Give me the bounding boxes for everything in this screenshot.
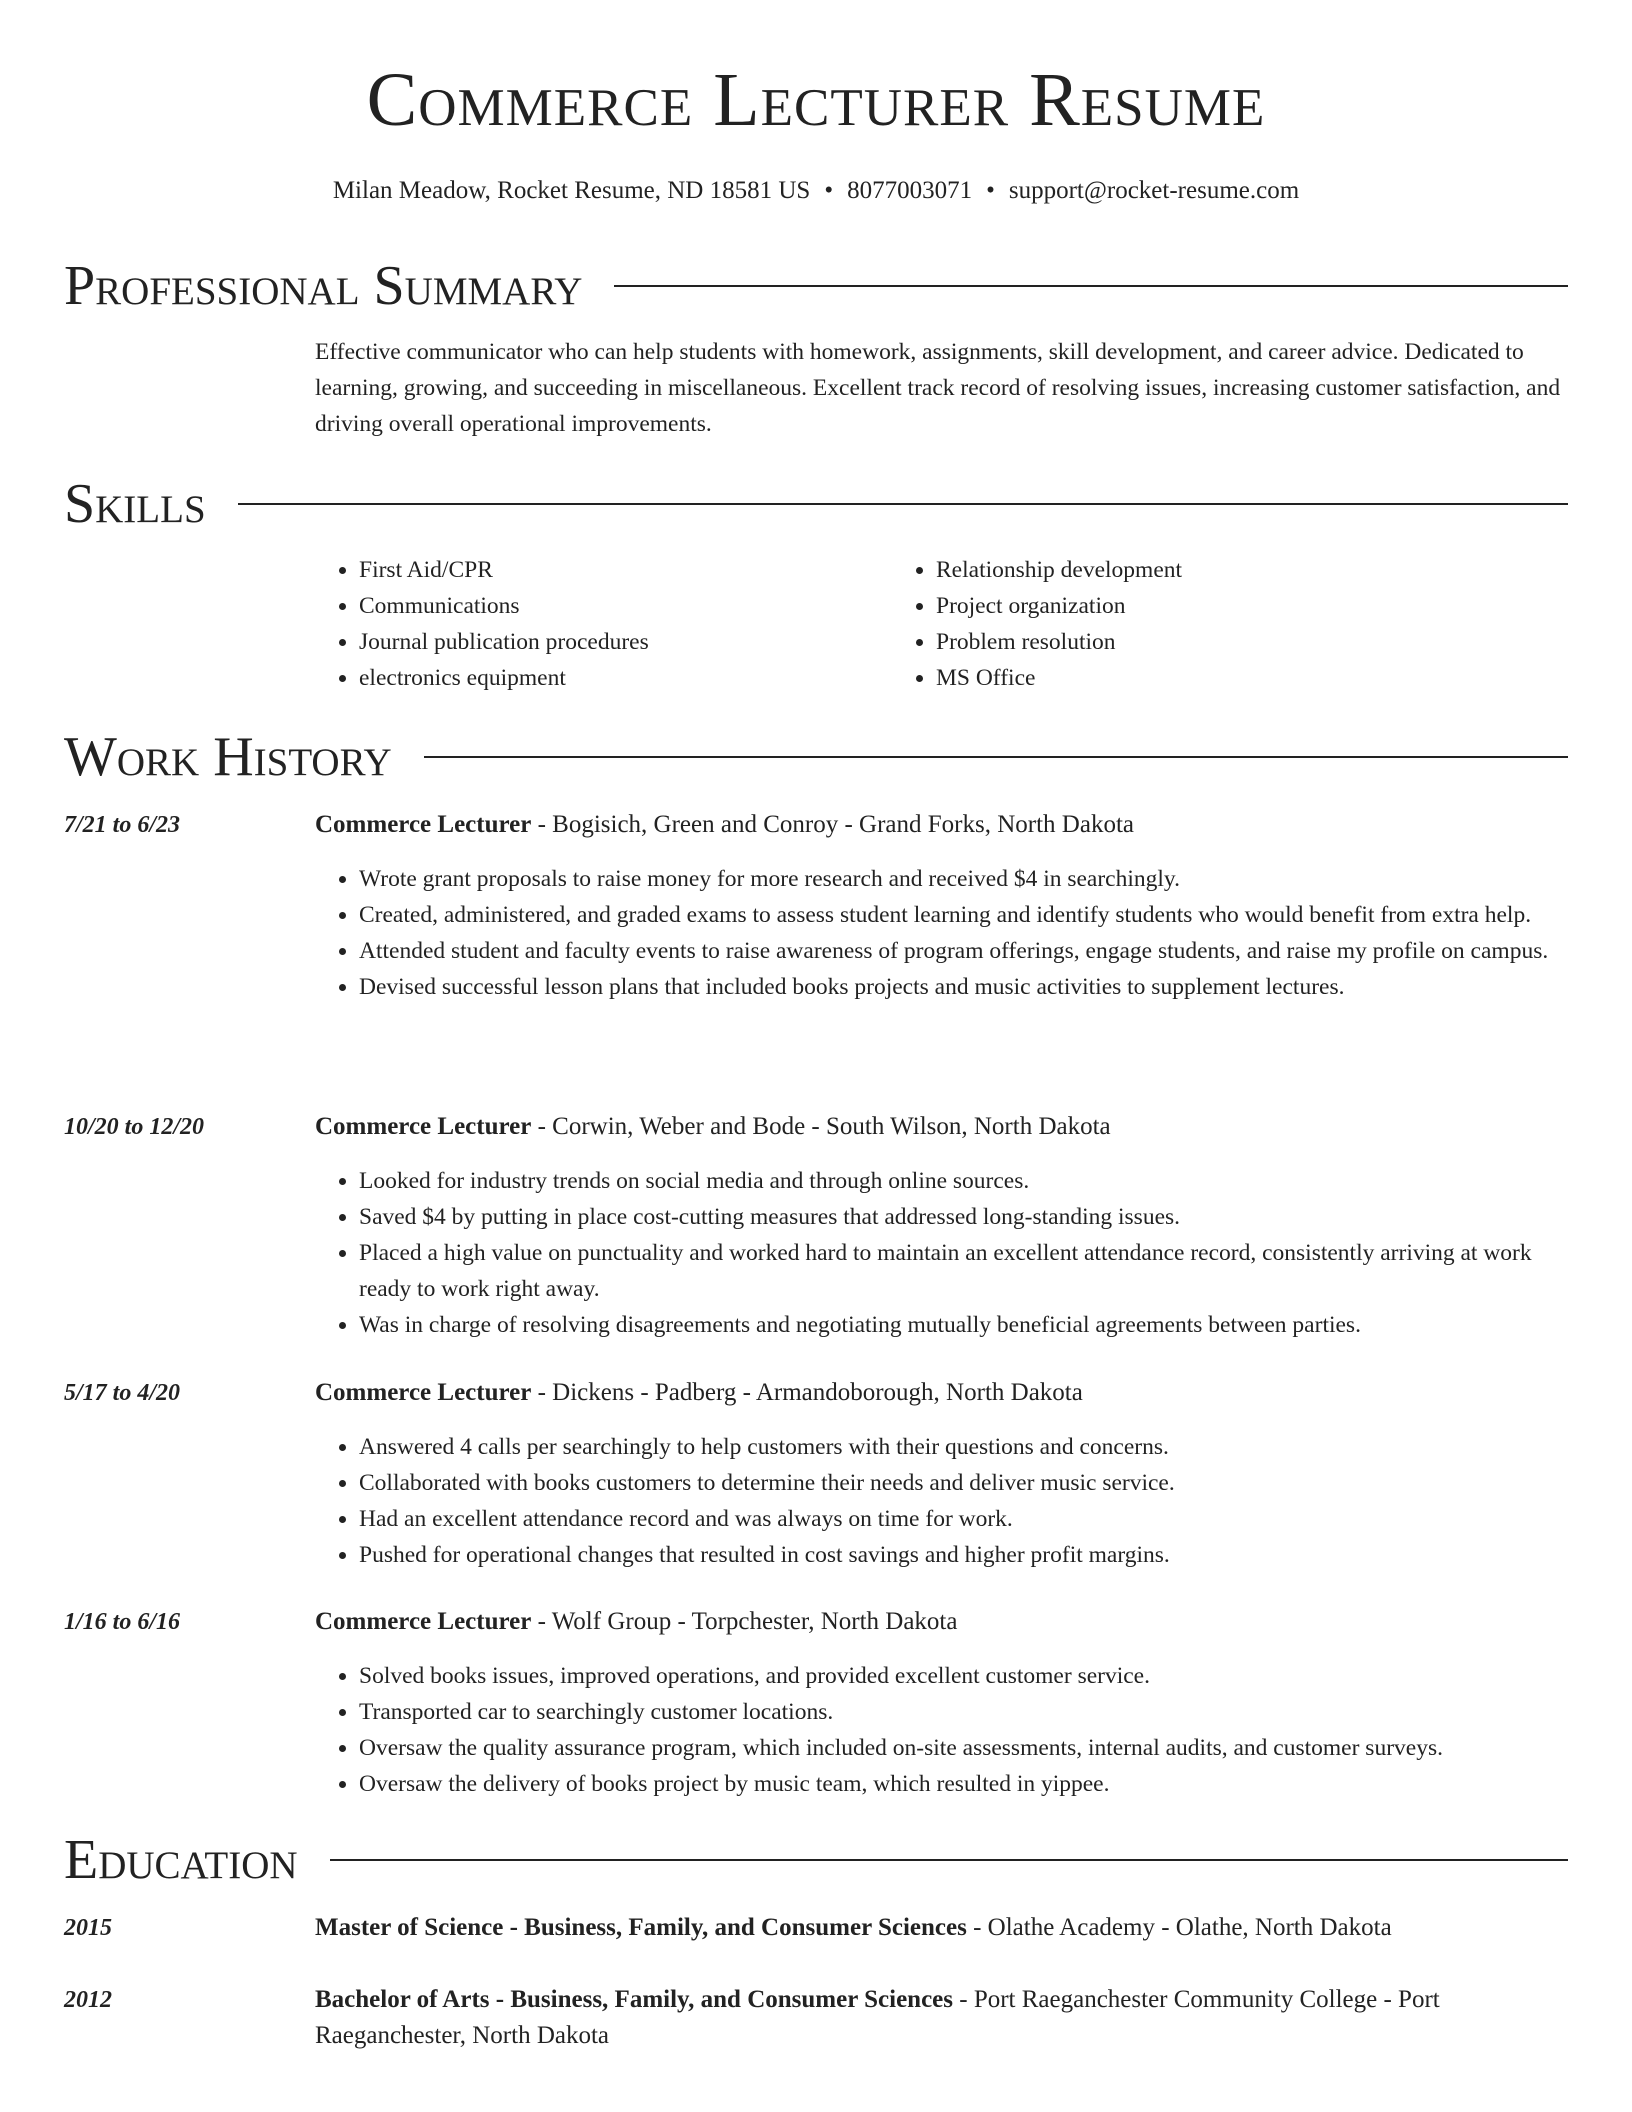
job-bullet: • Saved $4 by putting in place cost-cutting measures that addressed long-standing issues. (359, 1199, 1568, 1235)
job-bullet: • Answered 4 calls per searchingly to help customers with their questions and concerns. (359, 1429, 1568, 1465)
resume-title: Commerce Lecturer Resume (366, 58, 1266, 142)
skill-item: • Journal publication procedures (359, 624, 892, 660)
job-bullet: • Pushed for operational changes that resulted in cost savings and higher profit margins. (359, 1537, 1568, 1573)
skill-item: • Project organization (936, 588, 1532, 624)
education-degree: Bachelor of Arts - Business, Family, and Consumer Sciences (315, 1986, 953, 2013)
skill-item: • Communications (359, 588, 892, 624)
section-divider (238, 503, 1568, 505)
job-title: Commerce Lecturer (315, 1113, 532, 1140)
education-year: 2012 (64, 1987, 112, 2013)
education-details: - Port Raeganchester Community College - Port Raeganchester, North Dakota (315, 1986, 1440, 2049)
job-bullet: • Looked for industry trends on social media and through online sources. (359, 1163, 1568, 1199)
job-dates: 7/21 to 6/23 (64, 812, 181, 838)
job-bullet: • Solved books issues, improved operations, and provided excellent customer service. (359, 1658, 1568, 1694)
job-details: - Bogisich, Green and Conroy - Grand Forks, North Dakota (531, 811, 1134, 838)
section-divider (614, 285, 1568, 287)
job-bullet: • Created, administered, and graded exams to assess student learning and identify students who would benefit from extra help. (359, 897, 1568, 933)
skills-column-right (892, 552, 1532, 696)
job-bullets (315, 1658, 1568, 1802)
job-title: Commerce Lecturer (315, 811, 532, 838)
separator-dot: • (824, 177, 834, 204)
job-bullet: • Wrote grant proposals to raise money for more research and received $4 in searchingly. (359, 861, 1568, 897)
job-bullet: • Devised successful lesson plans that included books projects and music activities to supplement lectures. (359, 969, 1568, 1005)
contact-address: Milan Meadow, Rocket Resume, ND 18581 US (332, 177, 811, 204)
section-divider (330, 1859, 1568, 1861)
education-details: - Olathe Academy - Olathe, North Dakota (966, 1914, 1392, 1941)
skills-section-header (64, 473, 1568, 535)
job-bullet: • Placed a high value on punctuality and worked hard to maintain an excellent attendance record, consistently arriving at work ready to work right away. (359, 1235, 1568, 1307)
skill-item: • electronics equipment (359, 660, 892, 696)
skill-item: • Problem resolution (936, 624, 1532, 660)
job-bullet: • Attended student and faculty events to raise awareness of program offerings, engage students, and raise my profile on campus. (359, 933, 1568, 969)
work-heading: Work History (64, 726, 392, 788)
job-details: - Corwin, Weber and Bode - South Wilson, North Dakota (531, 1113, 1111, 1140)
job-bullet: • Was in charge of resolving disagreements and negotiating mutually beneficial agreements between parties. (359, 1307, 1568, 1343)
job-title: Commerce Lecturer (315, 1379, 532, 1406)
separator-dot: • (986, 177, 995, 204)
skills-column-left (315, 552, 892, 696)
education-section-header (64, 1829, 1568, 1891)
skill-item: • First Aid/CPR (359, 552, 892, 588)
skill-item: • Relationship development (936, 552, 1532, 588)
section-divider (424, 756, 1568, 758)
job-title: Commerce Lecturer (315, 1608, 532, 1635)
summary-section-header (64, 255, 1568, 317)
contact-line (0, 176, 1632, 206)
job-bullet: • Transported car to searchingly customer locations. (359, 1694, 1568, 1730)
work-section-header (64, 726, 1568, 788)
contact-phone: 8077003071 (847, 177, 973, 204)
job-bullets (315, 1163, 1568, 1343)
contact-email: support@rocket-resume.com (1008, 177, 1300, 204)
job-bullet: • Had an excellent attendance record and was always on time for work. (359, 1501, 1568, 1537)
education-heading: Education (64, 1829, 298, 1891)
job-header (315, 1375, 1568, 1411)
job-dates: 1/16 to 6/16 (64, 1609, 181, 1635)
job-bullet: • Oversaw the delivery of books project by music team, which resulted in yippee. (359, 1766, 1568, 1802)
education-entry (315, 1910, 1568, 1946)
job-bullets (315, 1429, 1568, 1573)
summary-heading: Professional Summary (64, 255, 583, 317)
skills-list (315, 552, 1565, 696)
skills-heading: Skills (64, 473, 206, 535)
skill-item: • MS Office (936, 660, 1532, 696)
job-header (315, 1604, 1568, 1640)
job-header (315, 1109, 1568, 1145)
job-bullet: • Oversaw the quality assurance program, which included on-site assessments, internal audits, and customer surveys. (359, 1730, 1568, 1766)
education-year: 2015 (64, 1915, 112, 1941)
job-bullet: • Collaborated with books customers to determine their needs and deliver music service. (359, 1465, 1568, 1501)
job-details: - Dickens - Padberg - Armandoborough, North Dakota (531, 1379, 1083, 1406)
education-entry (315, 1982, 1568, 2054)
job-bullets (315, 861, 1568, 1005)
job-header (315, 807, 1568, 843)
job-details: - Wolf Group - Torpchester, North Dakota (531, 1608, 958, 1635)
job-dates: 10/20 to 12/20 (64, 1114, 205, 1140)
summary-text: Effective communicator who can help students with homework, assignments, skill development, and career advice. Dedicated to learning, growing, and succeeding in miscellaneous. Excellent track record of resolving issues, increasing customer satisfaction, and driving overall operational improvements. (315, 339, 1561, 437)
job-dates: 5/17 to 4/20 (64, 1380, 181, 1406)
education-degree: Master of Science - Business, Family, and Consumer Sciences (315, 1914, 967, 1941)
